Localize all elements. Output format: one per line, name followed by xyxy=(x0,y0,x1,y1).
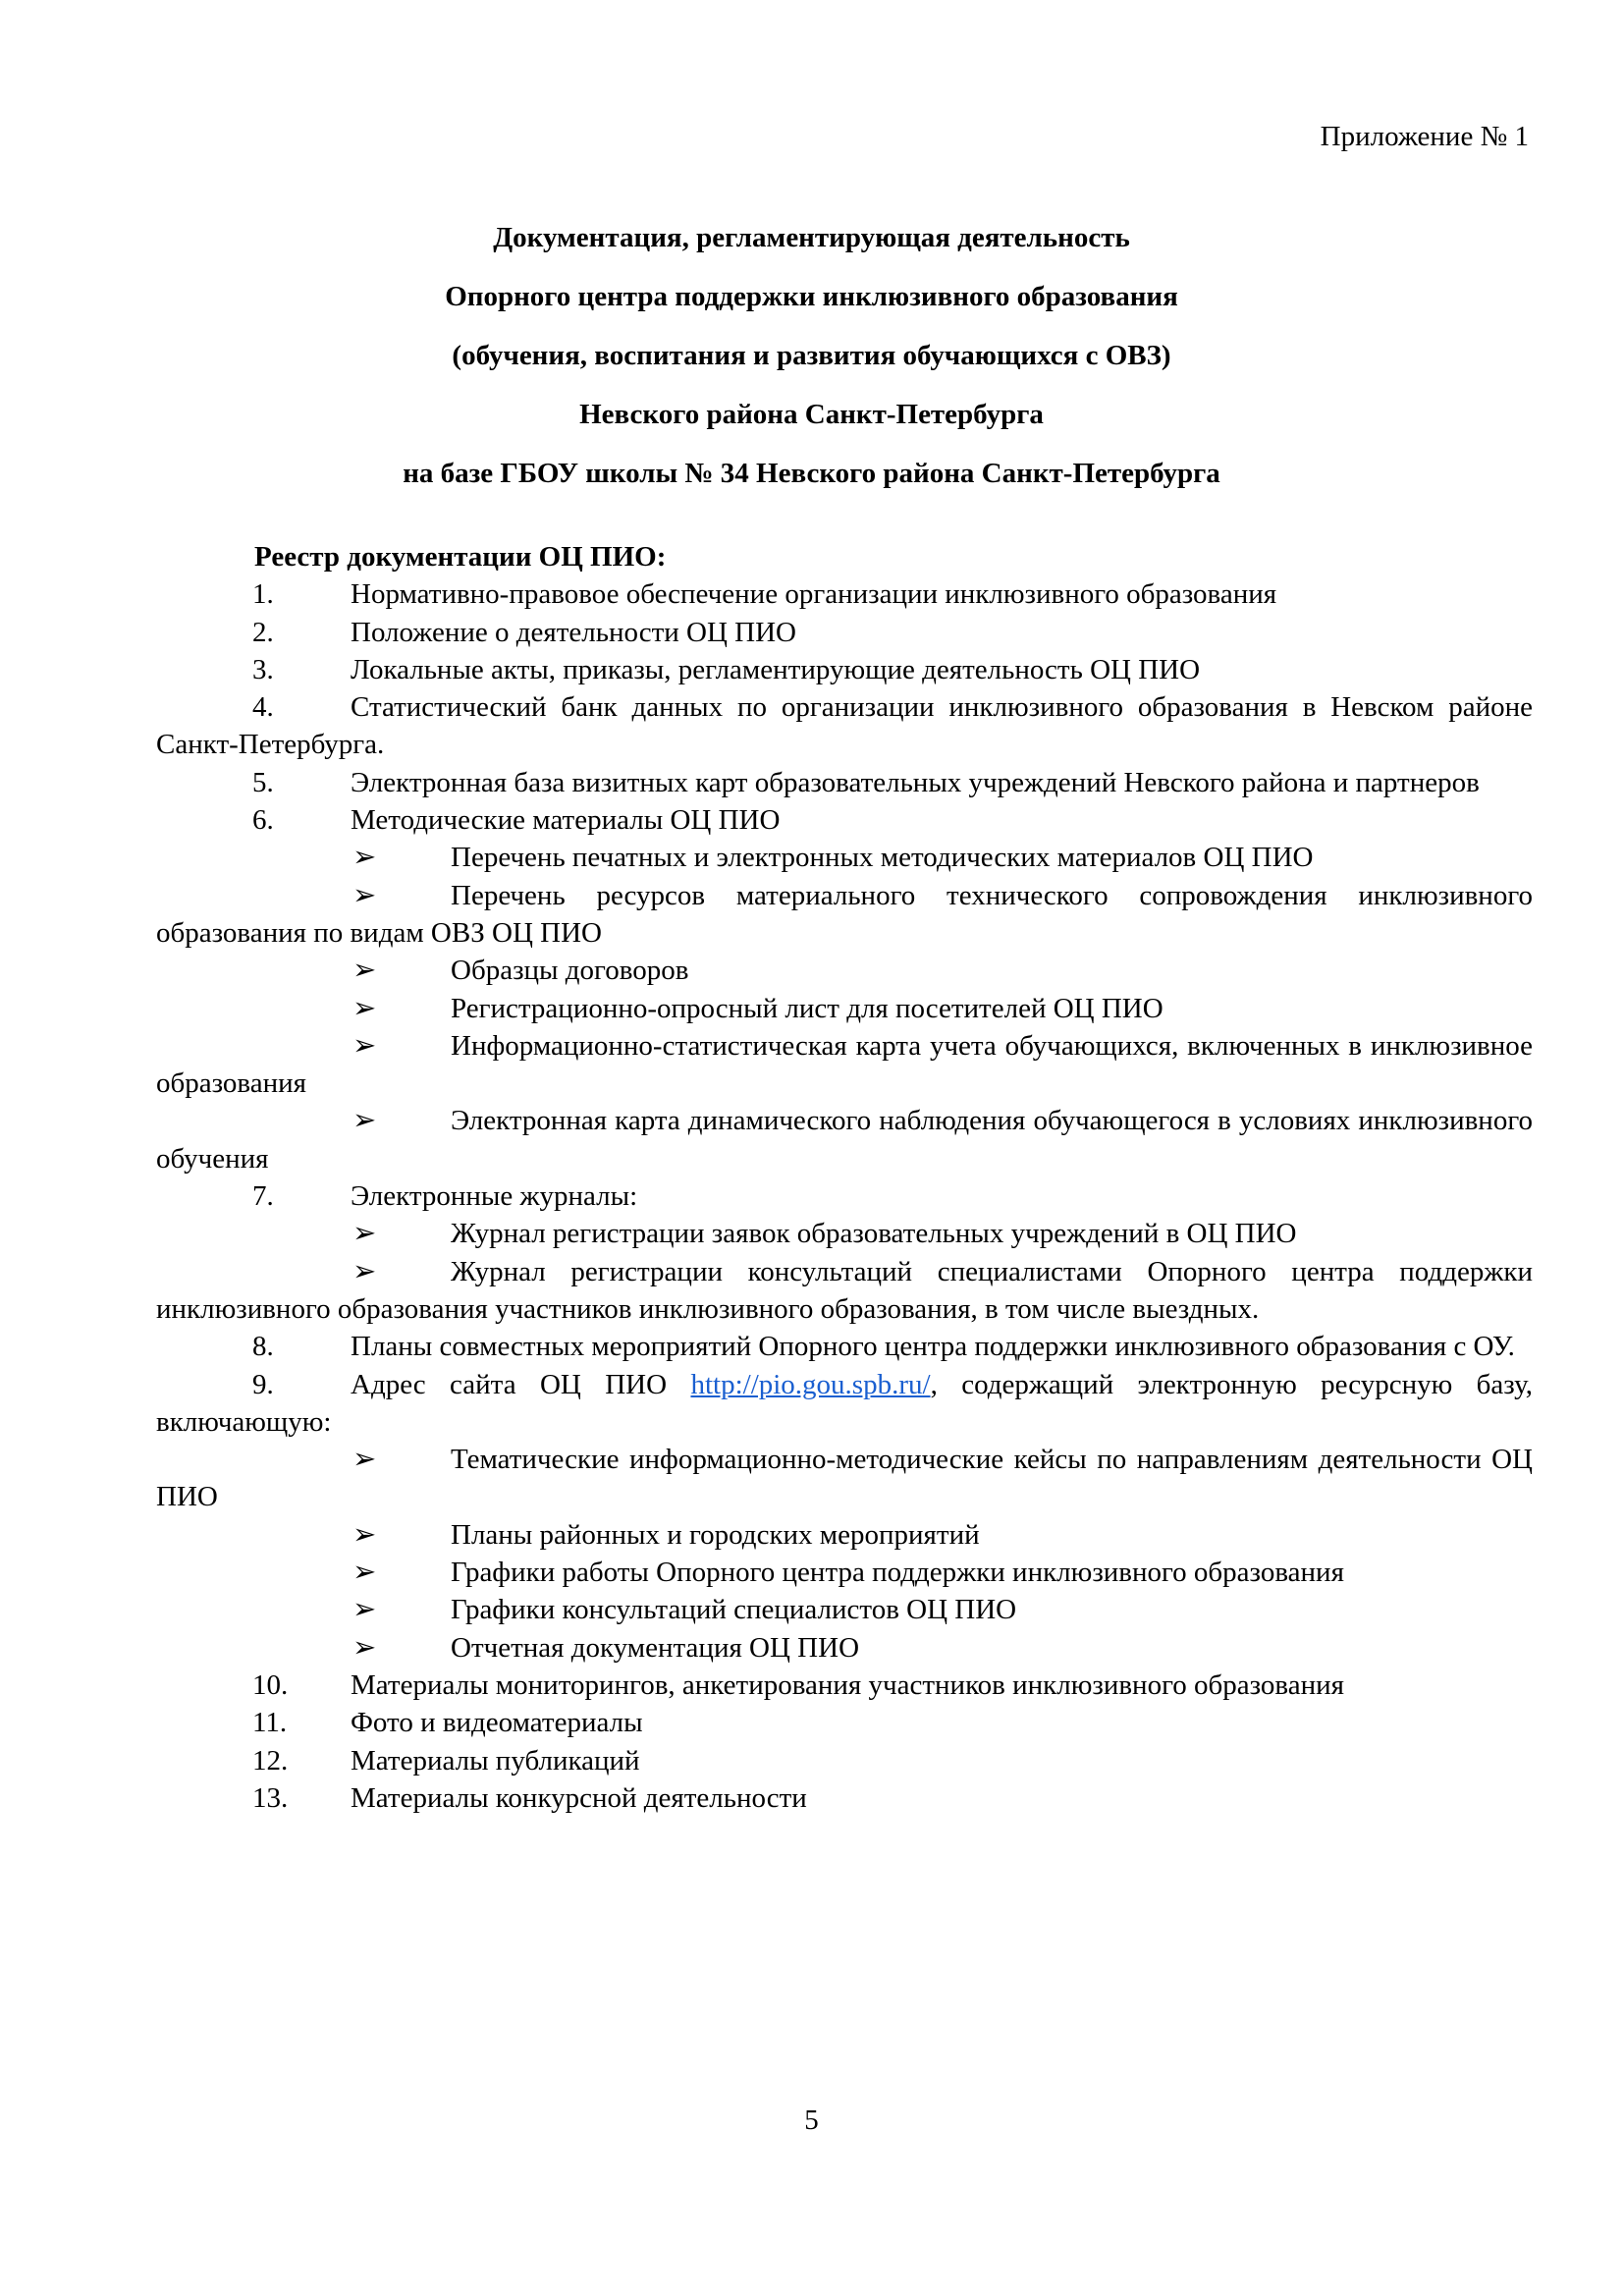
sub-list-item xyxy=(156,1253,1533,1329)
arrow-bullet-icon: ➢ xyxy=(352,879,377,911)
arrow-bullet-icon: ➢ xyxy=(352,1255,377,1287)
arrow-bullet-icon: ➢ xyxy=(352,992,377,1024)
sub-item-text: Графики консультаций специалистов ОЦ ПИО xyxy=(451,1594,1017,1626)
sub-item-text: Журнал регистрации заявок образовательных учреждений в ОЦ ПИО xyxy=(451,1218,1297,1250)
item-text: Планы совместных мероприятий Опорного центра поддержки инклюзивного образования с ОУ. xyxy=(351,1331,1515,1363)
appendix-label: Приложение № 1 xyxy=(1320,121,1529,152)
list-item xyxy=(156,651,1533,688)
sub-list-item xyxy=(156,1441,1533,1516)
sub-item-text: Перечень ресурсов материального технического сопровождения инклюзивного образования по видам ОВЗ ОЦ ПИО xyxy=(156,879,1533,949)
item-number: 6. xyxy=(252,804,274,837)
item-number: 9. xyxy=(252,1368,274,1400)
item-number: 3. xyxy=(252,653,274,685)
list-item xyxy=(156,1366,1533,1442)
title-line: на базе ГБОУ школы № 34 Невского района Санкт-Петербурга xyxy=(403,458,1220,489)
arrow-bullet-icon: ➢ xyxy=(352,1557,377,1589)
sub-list-item xyxy=(156,1215,1533,1252)
sub-item-text: Графики работы Опорного центра поддержки инклюзивного образования xyxy=(451,1557,1344,1589)
sub-item-text: Тематические информационно-методические кейсы по направлениям деятельности ОЦ ПИО xyxy=(156,1444,1533,1513)
item-number: 5. xyxy=(252,766,274,798)
registry-heading: Реестр документации ОЦ ПИО: xyxy=(254,541,667,573)
list-item xyxy=(156,575,1533,613)
item-number: 1. xyxy=(252,578,274,611)
sub-list-item xyxy=(156,1027,1533,1103)
item-text: Нормативно-правовое обеспечение организации инклюзивного образования xyxy=(351,578,1277,611)
title-line: Документация, регламентирующая деятельность xyxy=(493,222,1130,253)
sub-list-item xyxy=(156,877,1533,953)
sub-item-text: Информационно-статистическая карта учета обучающихся, включенных в инклюзивное образования xyxy=(156,1029,1533,1100)
list-item xyxy=(156,1779,1533,1817)
sub-item-text: Электронная карта динамического наблюдения обучающегося в условиях инклюзивного обучения xyxy=(156,1105,1533,1175)
sub-item-text: Отчетная документация ОЦ ПИО xyxy=(451,1631,860,1664)
item-text: Фото и видеоматериалы xyxy=(351,1707,643,1739)
item-number: 4. xyxy=(252,691,274,724)
sub-list-item xyxy=(156,1102,1533,1177)
arrow-bullet-icon: ➢ xyxy=(352,842,377,874)
document-title xyxy=(0,208,1623,503)
title-line: Опорного центра поддержки инклюзивного образования xyxy=(445,281,1178,312)
site-link[interactable]: http://pio.gou.spb.ru/ xyxy=(690,1368,931,1400)
item-text: Положение о деятельности ОЦ ПИО xyxy=(351,616,796,648)
sub-item-text: Регистрационно-опросный лист для посетителей ОЦ ПИО xyxy=(451,992,1163,1024)
item-text: Материалы публикаций xyxy=(351,1744,640,1777)
sub-list-item xyxy=(156,1554,1533,1591)
registry-list xyxy=(156,538,1533,1817)
sub-item-text: Журнал регистрации консультаций специалистами Опорного центра поддержки инклюзивного образования участников инклюзивного образования, в том числе выездных. xyxy=(156,1255,1533,1325)
title-line: (обучения, воспитания и развития обучающихся с ОВЗ) xyxy=(452,340,1171,371)
item-text: Электронная база визитных карт образовательных учреждений Невского района и партнеров xyxy=(351,766,1480,798)
sub-list-item xyxy=(156,839,1533,876)
list-item xyxy=(156,1177,1533,1215)
list-item xyxy=(156,1742,1533,1779)
sub-list-item xyxy=(156,1516,1533,1554)
sub-list-item xyxy=(156,952,1533,989)
arrow-bullet-icon: ➢ xyxy=(352,1029,377,1062)
item-number: 13. xyxy=(252,1781,289,1814)
arrow-bullet-icon: ➢ xyxy=(352,1594,377,1626)
item-number: 12. xyxy=(252,1744,289,1777)
arrow-bullet-icon: ➢ xyxy=(352,1631,377,1664)
sub-item-text: Образцы договоров xyxy=(451,955,689,987)
item-text: Электронные журналы: xyxy=(351,1180,638,1213)
sub-list-item xyxy=(156,1591,1533,1628)
arrow-bullet-icon: ➢ xyxy=(352,1444,377,1476)
item-number: 8. xyxy=(252,1331,274,1363)
item-text: Методические материалы ОЦ ПИО xyxy=(351,804,781,837)
list-item xyxy=(156,801,1533,839)
list-item xyxy=(156,1328,1533,1365)
sub-item-text: Планы районных и городских мероприятий xyxy=(451,1518,980,1551)
sub-item-text: Перечень печатных и электронных методических материалов ОЦ ПИО xyxy=(451,842,1314,874)
arrow-bullet-icon: ➢ xyxy=(352,1218,377,1250)
item-text: Материалы мониторингов, анкетирования участников инклюзивного образования xyxy=(351,1668,1344,1701)
sub-list-item xyxy=(156,990,1533,1027)
item-text: Адрес сайта ОЦ ПИО xyxy=(351,1368,691,1400)
arrow-bullet-icon: ➢ xyxy=(352,1105,377,1137)
item-number: 2. xyxy=(252,616,274,648)
list-item xyxy=(156,614,1533,651)
list-item xyxy=(156,764,1533,801)
item-number: 11. xyxy=(252,1707,288,1739)
arrow-bullet-icon: ➢ xyxy=(352,955,377,987)
item-text: Локальные акты, приказы, регламентирующие деятельность ОЦ ПИО xyxy=(351,653,1201,685)
list-item xyxy=(156,1667,1533,1704)
item-text: Материалы конкурсной деятельности xyxy=(351,1781,807,1814)
sub-list-item xyxy=(156,1629,1533,1667)
list-item xyxy=(156,688,1533,764)
item-text: , содержащий электронную ресурсную базу, включающую: xyxy=(156,1368,1533,1438)
item-text: Статистический банк данных по организации инклюзивного образования в Невском районе Санкт-Петербурга. xyxy=(156,691,1533,761)
page-number: 5 xyxy=(804,2105,819,2136)
title-line: Невского района Санкт-Петербурга xyxy=(579,399,1044,430)
list-item xyxy=(156,1704,1533,1741)
item-number: 7. xyxy=(252,1180,274,1213)
arrow-bullet-icon: ➢ xyxy=(352,1518,377,1551)
item-number: 10. xyxy=(252,1668,289,1701)
